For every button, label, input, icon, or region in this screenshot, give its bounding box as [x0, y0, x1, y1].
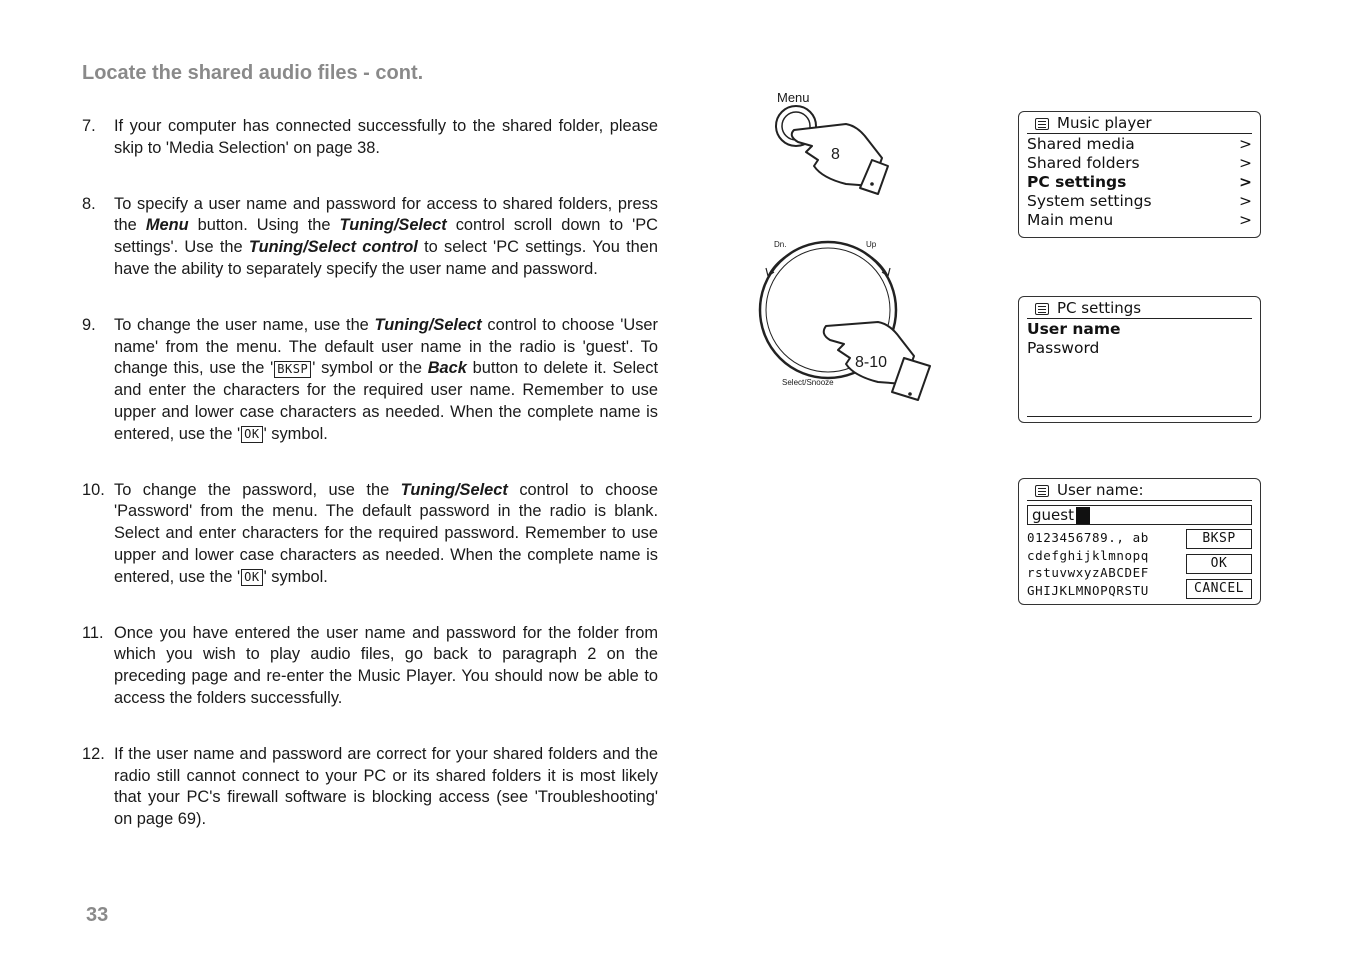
step-number: 9. [82, 315, 96, 334]
keyboard-row[interactable]: GHIJKLMNOPQRSTU [1027, 582, 1149, 598]
step-text [114, 744, 658, 831]
dial-up-label: Up [866, 240, 877, 249]
text: control scroll down to 'PC settings'. Use the [114, 216, 658, 257]
backspace-button[interactable]: BKSP [1186, 529, 1252, 549]
menu-list-icon [1035, 485, 1049, 497]
character-keyboard [1027, 529, 1252, 599]
text: To specify a user name and password for access to shared folders, press the [114, 194, 658, 235]
step-number: 12. [82, 744, 105, 763]
menu-item-label: Shared media [1027, 135, 1135, 153]
menu-item-shared-media[interactable] [1027, 135, 1252, 154]
menu-button-term: Menu [145, 216, 189, 235]
menu-item-label: PC settings [1027, 173, 1127, 191]
step-number: 11. [82, 623, 104, 642]
cancel-button[interactable]: CANCEL [1186, 579, 1252, 599]
tuning-dial-figure [752, 234, 942, 406]
menu-item-system-settings[interactable] [1027, 192, 1252, 211]
menu-item-password[interactable] [1027, 339, 1252, 358]
text-cursor [1076, 507, 1090, 524]
step-number: 10. [82, 480, 105, 499]
keyboard-row[interactable]: rstuvwxyzABCDEF [1027, 565, 1149, 580]
tuning-select-term: Tuning/Select [339, 216, 447, 235]
keyboard-row[interactable]: 0123456789., ab [1027, 530, 1149, 545]
chevron-right-icon: > [1239, 192, 1252, 210]
screen-title: User name: [1057, 481, 1144, 499]
menu-item-label: System settings [1027, 192, 1152, 210]
tuning-select-term: Tuning/Select [374, 315, 482, 334]
menu-list-icon [1035, 118, 1049, 130]
text: control to choose 'User name' from the menu. The default user name in the radio is 'guest'. To change this, use the ' [114, 315, 658, 378]
text: ' symbol or the [312, 359, 428, 378]
pc-settings-screen [1018, 296, 1261, 423]
text: to select 'PC settings. You then have the ability to separately specify the user name and password. [114, 238, 659, 278]
step-10 [82, 480, 658, 589]
step-7 [82, 116, 658, 160]
step-12 [82, 744, 658, 831]
text: If the user name and password are correct for your shared folders and the radio still cannot connect to your PC or its shared folders it is most likely that your PC's firewall software is blocking access (see 'Troubleshooting' on page 69). [114, 744, 658, 829]
hand-pressing-menu-button-icon [760, 88, 900, 200]
chevron-right-icon: > [1239, 135, 1252, 153]
text: button. Using the [188, 216, 340, 235]
step-number: 8. [82, 194, 96, 213]
screen-title: Music player [1057, 114, 1152, 132]
ok-symbol: OK [241, 569, 262, 586]
menu-item-shared-folders[interactable] [1027, 154, 1252, 173]
step-11 [82, 623, 658, 710]
screen-divider [1027, 416, 1252, 417]
screen-title-bar [1027, 115, 1252, 134]
text: Once you have entered the user name and password for the folder from which you wish to play audio files, go back to paragraph 2 on the preceding page and re-enter the Music Player. You should now be able to access the folders successfully. [114, 623, 658, 707]
chevron-right-icon: > [1239, 211, 1252, 229]
chevron-right-icon: > [1239, 154, 1252, 172]
menu-list [1027, 135, 1252, 230]
user-name-field[interactable] [1027, 505, 1252, 525]
menu-list [1027, 320, 1252, 358]
step-text [114, 194, 658, 281]
page-number: 33 [86, 904, 109, 926]
screen-title-bar [1027, 482, 1252, 501]
step-8 [82, 194, 658, 281]
text: If your computer has connected successfully to the shared folder, please skip to 'Media Selection' on page 38. [114, 117, 658, 157]
text: control to choose 'Password' from the menu. The default password in the radio is blank. Select and enter characters for the required password. Remember to use upper and lower case characters as needed. When the complete name is entered, use the ' [114, 480, 659, 586]
user-name-screen [1018, 478, 1261, 605]
step-text [114, 315, 658, 446]
music-player-screen [1018, 111, 1261, 238]
page-title: Locate the shared audio files - cont. [82, 62, 424, 84]
text: button to delete it. Select and enter the characters for the required user name. Remember to use upper and lower case characters as needed. When the complete name is entered, use the ' [114, 359, 658, 443]
user-name-value: guest [1032, 506, 1074, 524]
step-text [114, 623, 658, 710]
screen-title: PC settings [1057, 299, 1142, 317]
screen-title-bar [1027, 300, 1252, 319]
ok-symbol: OK [241, 426, 262, 443]
menu-item-label: Shared folders [1027, 154, 1140, 172]
menu-list-icon [1035, 303, 1049, 315]
text: ' symbol. [263, 567, 328, 586]
step-text [114, 116, 658, 160]
bksp-symbol: BKSP [274, 361, 311, 378]
menu-item-label: Main menu [1027, 211, 1114, 229]
keyboard-row[interactable]: cdefghijklmnopq [1027, 547, 1149, 563]
text: ' symbol. [263, 424, 328, 443]
step-9 [82, 315, 658, 446]
dial-down-label: Dn. [774, 240, 787, 249]
step-number: 7. [82, 117, 96, 135]
back-button-term: Back [427, 359, 467, 378]
text: To change the password, use the [114, 480, 401, 499]
menu-item-user-name[interactable] [1027, 320, 1252, 339]
menu-item-label: User name [1027, 320, 1121, 338]
chevron-right-icon: > [1239, 173, 1252, 191]
ok-button[interactable]: OK [1186, 554, 1252, 574]
step-text [114, 480, 658, 589]
text: To change the user name, use the [114, 315, 375, 334]
menu-button-figure [760, 88, 900, 200]
menu-item-pc-settings[interactable] [1027, 173, 1252, 192]
step-ref-8: 8 [831, 146, 840, 163]
menu-label: Menu [777, 90, 810, 105]
tuning-select-term: Tuning/Select [400, 480, 508, 499]
select-snooze-label: Select/Snooze [782, 378, 834, 387]
step-ref-8-10: 8-10 [855, 354, 888, 371]
menu-item-label: Password [1027, 339, 1100, 357]
instruction-list [82, 116, 658, 831]
hand-turning-dial-icon [752, 234, 942, 406]
tuning-select-term: Tuning/Select control [248, 238, 418, 257]
menu-item-main-menu[interactable] [1027, 211, 1252, 230]
